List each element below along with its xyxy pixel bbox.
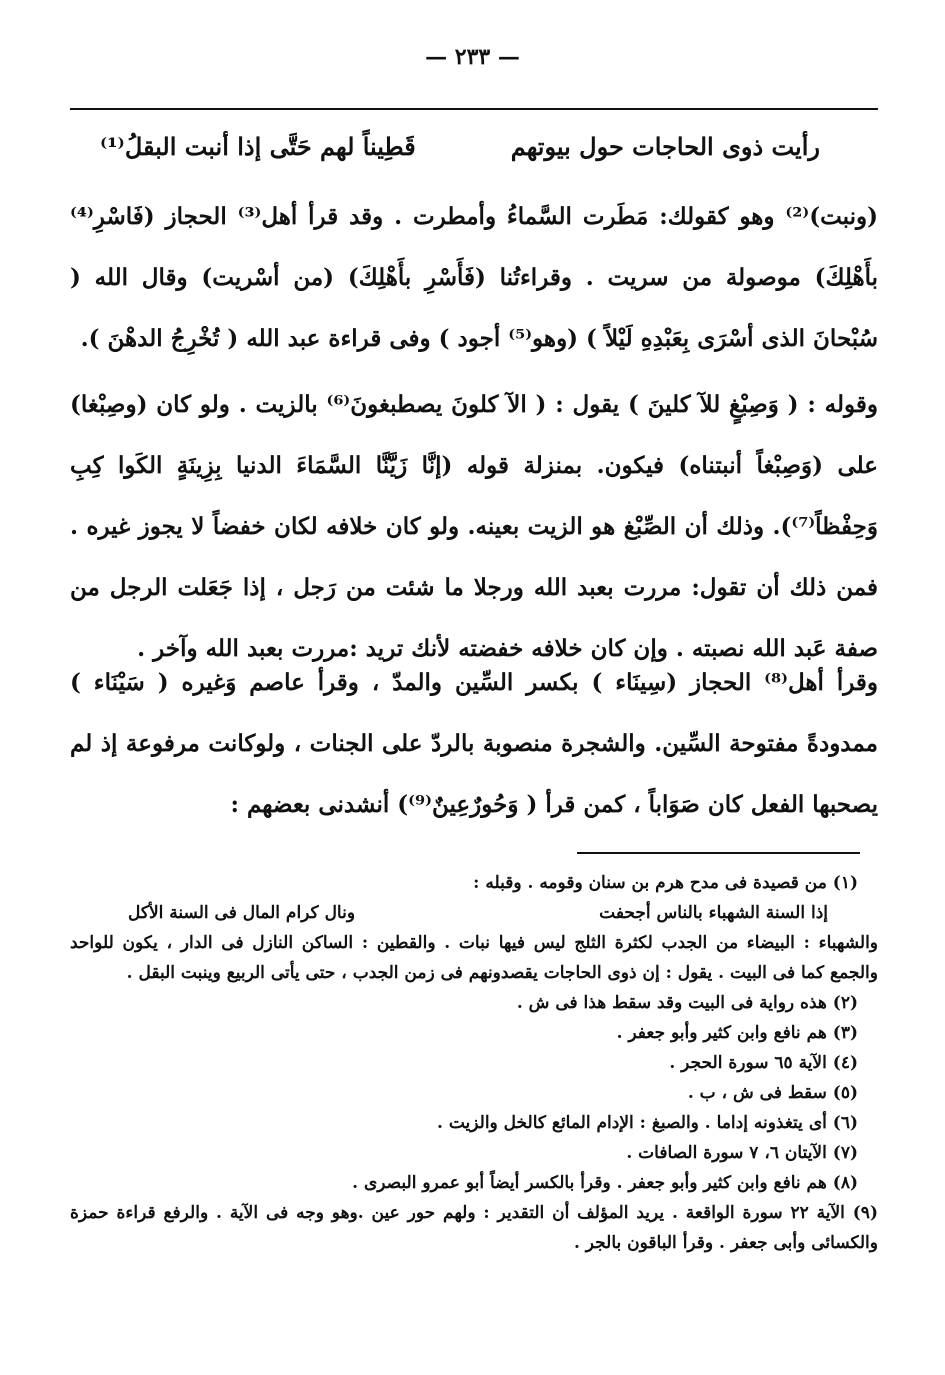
footnote-7: (٧) الآيتان ٦، ٧ سورة الصافات . (626, 1143, 858, 1163)
footnote-1-intro: (١) من قصيدة فى مدح هرم بن سنان وقومه . وقبله : (473, 873, 858, 893)
footnote-1-explanation: والشهباء : البيضاء من الجدب لكثرة الثلج ليس فيها نبات . والقطين : الساكن النازل فى الدار ، يكون للواحد والجمع كما فى البيت . يقول : إن ذوى الحاجات يقصدونهم فى زمن الجدب ، حتى يأتى الربيع وينبت البقل . (70, 933, 878, 983)
footnote-1-verse-first: إذا السنة الشهباء بالناس أجحفت (599, 903, 828, 923)
footnote-9: (٩) الآية ٢٢ سورة الواقعة . يريد المؤلف أن التقدير : ولهم حور عين .وهو وجه فى الآية . والرفع قراءة حمزة والكسائى وأبى جعفر . وقرأ الباقون بالجر . (70, 1203, 878, 1253)
verse-first-hemistich: رأيت ذوى الحاجات حول بيوتهم (510, 132, 820, 161)
header-rule (70, 108, 878, 110)
paragraph-2: وقوله : ( وَصِبْغٍ للآ كلينَ ) يقول : ( الآ كلونَ يصطبغونَ⁽⁶⁾ بالزيت . ولو كان (وصِبْغا) على (وَصِبْغاً أنبتناه) فيكون. بمنزلة قوله (إنَّا زَيَّنَّا السَّمَاءَ الدنيا بِزِينَةٍ الكَوا كِبِ وَحِفْظاً⁽⁷⁾). وذلك أن الصِّبْغ هو الزيت بعينه. ولو كان خلافه لكان خفضاً لا يجوز غيره . فمن ذلك أن تقول: مررت بعبد الله ورجلا ما شئت من رَجل ، إذا جَعَلت الرجل من صفة عَبد الله نصبته . وإن كان خلافه خفضته لأنك تريد :مررت بعبد الله وآخر . (70, 391, 878, 662)
footnote-2: (٢) هذه رواية فى البيت وقد سقط هذا فى ش . (516, 993, 858, 1013)
footnote-6: (٦) أى يتغذونه إداما . والصبغ : الإدام المائع كالخل والزيت . (437, 1113, 858, 1133)
paragraph-1: (ونبت)⁽²⁾ وهو كقولك: مَطَرت السَّماءُ وأمطرت . وقد قرأ أهل⁽³⁾ الحجاز (فَاسْرِ⁽⁴⁾ بأَهْلِكَ) موصولة من سريت . وقراءتُنا (فَأَسْرِ بأَهْلِكَ) (من أسْريت) وقال الله ( سُبْحانَ الذى أسْرَى بِعَبْدِهِ لَيْلاً ) (وهو⁽⁵⁾ أجود ) وفى قراءة عبد الله ( تُخْرِجُ الدهْنَ ). (70, 203, 878, 352)
footnote-4: (٤) الآية ٦٥ سورة الحجر . (669, 1053, 858, 1073)
footnote-5: (٥) سقط فى ش ، ب . (687, 1083, 858, 1103)
footnote-8: (٨) هم نافع وابن كثير وأبو جعفر . وقرأ بالكسر أيضاً أبو عمرو البصرى . (352, 1173, 858, 1193)
paragraph-3: وقرأ أهل⁽⁸⁾ الحجاز (سِينَاء ) بكسر السِّين والمدّ ، وقرأ عاصم وَغيره ( سَيْنَاء ) ممدودةً مفتوحة السِّين. والشجرة منصوبة بالردّ على الجنات ، ولوكانت مرفوعة إذ لم يصحبها الفعل كان صَوَاباً ، كمن قرأ ( وَحُورٌعِينٌ⁽⁹⁾) أنشدنى بعضهم : (70, 669, 878, 818)
verse-second-hemistich: قَطِيناً لهم حَتَّى إذا أنبت البقلُ⁽¹⁾ (100, 132, 416, 161)
footnotes (70, 868, 878, 1258)
opening-verse (100, 132, 820, 172)
footnote-separator (577, 852, 860, 854)
footnote-3: (٣) هم نافع وابن كثير وأبو جعفر . (616, 1023, 858, 1043)
footnote-1-verse (128, 898, 828, 928)
footnote-1-verse-second: ونال كرام المال فى السنة الأكل (128, 903, 356, 923)
page-number: — ٢٣٣ — (425, 44, 520, 70)
